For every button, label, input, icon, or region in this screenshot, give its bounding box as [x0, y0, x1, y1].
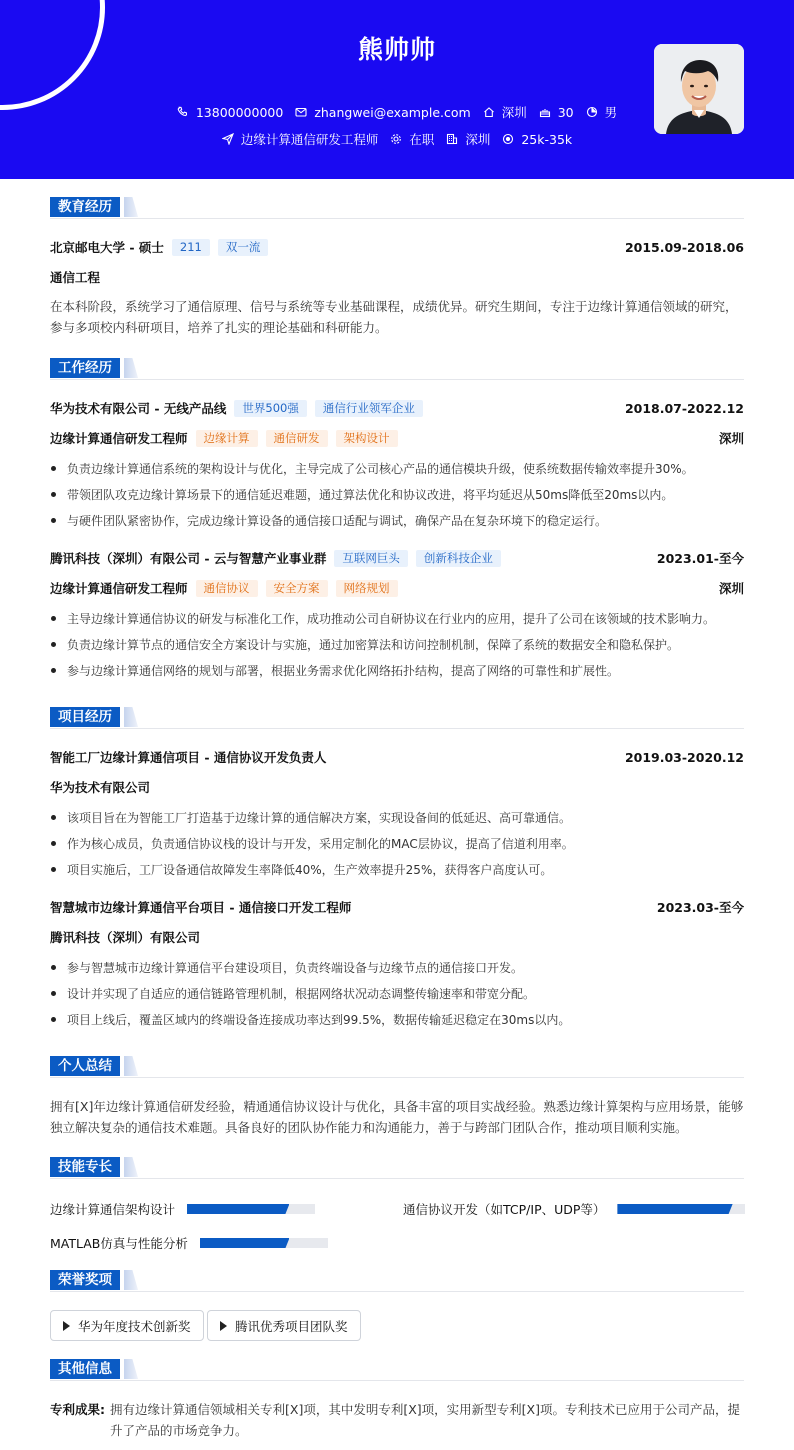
- education-row: [50, 238, 744, 256]
- coin-icon: [502, 133, 514, 145]
- project-company: 腾讯科技（深圳）有限公司: [50, 930, 201, 945]
- skill-name: 通信协议开发（如TCP/IP、UDP等）: [403, 1202, 606, 1217]
- project-company: 华为技术有限公司: [50, 780, 151, 795]
- skill-item: [403, 1200, 745, 1218]
- section-title: 工作经历: [50, 358, 120, 378]
- job-title-info: [222, 130, 379, 148]
- section-education: [50, 197, 744, 219]
- skill-item: [50, 1234, 328, 1252]
- salary-text: 25k-35k: [521, 131, 573, 147]
- section-title: 技能专长: [50, 1157, 120, 1177]
- cake-icon: [539, 106, 551, 118]
- role-tag: 通信研发: [266, 430, 328, 447]
- company-tag: 创新科技企业: [416, 550, 501, 567]
- award-name: 腾讯优秀项目团队奖: [235, 1318, 348, 1334]
- email-icon: [295, 106, 307, 118]
- section-title-tail: [124, 1157, 138, 1177]
- age-text: 30: [557, 104, 574, 120]
- award-item: [207, 1310, 361, 1341]
- project-bullet: 参与智慧城市边缘计算通信平台建设项目，负责终端设备与边缘节点的通信接口开发。: [50, 959, 744, 976]
- role-tag: 架构设计: [336, 430, 398, 447]
- section-title: 荣誉奖项: [50, 1270, 120, 1290]
- gear-icon: [390, 133, 402, 145]
- job-bullet: 参与边缘计算通信网络的规划与部署，根据业务需求优化网络拓扑结构，提高了网络的可靠性和扩展性。: [50, 662, 744, 679]
- play-icon: [63, 1321, 70, 1331]
- role-tag: 边缘计算: [196, 430, 258, 447]
- major-row: [50, 268, 744, 286]
- job-role-row: [50, 579, 744, 597]
- status-info: [390, 130, 434, 148]
- other-text: 拥有边缘计算通信领域相关专利[X]项，其中发明专利[X]项，实用新型专利[X]项。专利技术已应用于公司产品，提升了产品的市场竞争力。: [110, 1402, 740, 1438]
- skill-bar-fill: [200, 1238, 290, 1248]
- job-bullet: 负责边缘计算节点的通信安全方案设计与实施，通过加密算法和访问控制机制，保障了系统的数据安全和隐私保护。: [50, 636, 744, 653]
- other-info-row: [50, 1399, 744, 1441]
- school-tag: 双一流: [218, 239, 269, 256]
- project-bullet: 项目上线后，覆盖区域内的终端设备连接成功率达到99.5%，数据传输延迟稳定在30ms以内。: [50, 1011, 744, 1028]
- phone-info: [177, 103, 283, 121]
- section-summary: [50, 1056, 744, 1078]
- section-skills: [50, 1157, 744, 1179]
- location-info: [483, 103, 527, 121]
- skill-bar: [200, 1238, 328, 1248]
- section-awards: [50, 1270, 744, 1292]
- section-title-tail: [124, 707, 138, 727]
- project-bullet: 项目实施后，工厂设备通信故障发生率降低40%，生产效率提升25%，获得客户高度认可。: [50, 861, 744, 878]
- school-name: 北京邮电大学 - 硕士: [50, 240, 164, 255]
- skill-name: 边缘计算通信架构设计: [50, 1202, 176, 1217]
- gender-info: [586, 103, 618, 121]
- education-description: 在本科阶段，系统学习了通信原理、信号与系统等专业基础课程，成绩优异。研究生期间，专注于边缘计算通信领域的研究，参与多项校内科研项目，培养了扎实的理论基础和科研能力。: [50, 299, 738, 335]
- job-date: 2018.07-2022.12: [624, 400, 744, 416]
- section-title: 项目经历: [50, 707, 120, 727]
- email-address: zhangwei@example.com: [314, 104, 471, 120]
- resume-header: [0, 0, 794, 179]
- phone-number: 13800000000: [195, 104, 284, 120]
- project-bullet: 设计并实现了自适应的通信链路管理机制，根据网络状况动态调整传输速率和带宽分配。: [50, 985, 744, 1002]
- status-text: 在职: [409, 132, 435, 147]
- job-city: 深圳: [718, 581, 744, 596]
- school-tag: 211: [172, 239, 210, 256]
- job-title-text: 边缘计算通信研发工程师: [240, 132, 379, 147]
- section-projects: [50, 707, 744, 729]
- skill-bar-fill: [187, 1204, 289, 1214]
- project-name: 智慧城市边缘计算通信平台项目 - 通信接口开发工程师: [50, 900, 352, 915]
- skill-bar-fill: [617, 1204, 732, 1214]
- section-title: 其他信息: [50, 1359, 120, 1379]
- home-icon: [483, 106, 495, 118]
- award-name: 华为年度技术创新奖: [78, 1318, 191, 1334]
- target-city-info: [446, 130, 490, 148]
- company-tag: 世界500强: [234, 400, 306, 417]
- job-bullet: 负责边缘计算通信系统的架构设计与优化，主导完成了公司核心产品的通信模块升级，使系统数据传输效率提升30%。: [50, 460, 744, 477]
- send-icon: [222, 133, 234, 145]
- summary-text: 拥有[X]年边缘计算通信研发经验，精通通信协议设计与优化，具备丰富的项目实战经验。熟悉边缘计算架构与应用场景，能够独立解决复杂的通信技术难题。具备良好的团队协作能力和沟通能力，善于与跨部门团队合作，推动项目顺利实施。: [50, 1099, 744, 1135]
- role-name: 边缘计算通信研发工程师: [50, 581, 188, 596]
- role-tag: 安全方案: [266, 580, 328, 597]
- company-tag: 互联网巨头: [334, 550, 408, 567]
- section-title: 个人总结: [50, 1056, 120, 1076]
- play-icon: [220, 1321, 227, 1331]
- job-city: 深圳: [718, 431, 744, 446]
- job-bullet: 与硬件团队紧密协作，完成边缘计算设备的通信接口适配与调试，确保产品在复杂环境下的稳定运行。: [50, 512, 744, 529]
- project-bullet: 该项目旨在为智能工厂打造基于边缘计算的通信解决方案，实现设备间的低延迟、高可靠通信。: [50, 809, 744, 826]
- project-date: 2019.03-2020.12: [624, 749, 744, 765]
- skill-item: [50, 1200, 315, 1218]
- gender-icon: [586, 106, 598, 118]
- section-title-tail: [124, 358, 138, 378]
- section-other: [50, 1359, 744, 1381]
- project-row: [50, 898, 744, 916]
- project-company-row: [50, 928, 744, 946]
- role-tag: 网络规划: [336, 580, 398, 597]
- section-title-tail: [124, 197, 138, 217]
- project-date: 2023.03-至今: [656, 900, 744, 915]
- gender-text: 男: [604, 105, 618, 120]
- email-info: [295, 103, 470, 121]
- target-city-text: 深圳: [465, 132, 491, 147]
- phone-icon: [177, 106, 189, 118]
- company-name: 腾讯科技（深圳）有限公司 - 云与智慧产业事业群: [50, 551, 327, 566]
- project-company-row: [50, 778, 744, 796]
- job-bullet: 带领团队攻克边缘计算场景下的通信延迟难题，通过算法优化和协议改进，将平均延迟从50ms降低至20ms以内。: [50, 486, 744, 503]
- role-name: 边缘计算通信研发工程师: [50, 431, 188, 446]
- project-name: 智能工厂边缘计算通信项目 - 通信协议开发负责人: [50, 750, 327, 765]
- location-text: 深圳: [501, 105, 527, 120]
- skill-bar: [617, 1204, 745, 1214]
- section-title: 教育经历: [50, 197, 120, 217]
- skill-bar: [187, 1204, 315, 1214]
- age-info: [539, 103, 574, 121]
- section-title-tail: [124, 1056, 138, 1076]
- avatar: [654, 44, 744, 134]
- job-company-row: [50, 549, 744, 567]
- company-name: 华为技术有限公司 - 无线产品线: [50, 401, 227, 416]
- company-tag: 通信行业领军企业: [315, 400, 423, 417]
- job-date: 2023.01-至今: [656, 551, 744, 566]
- major-name: 通信工程: [50, 270, 101, 285]
- building-icon: [446, 133, 458, 145]
- job-company-row: [50, 399, 744, 417]
- skill-name: MATLAB仿真与性能分析: [50, 1236, 188, 1251]
- section-work: [50, 358, 744, 380]
- job-bullet: 主导边缘计算通信协议的研发与标准化工作，成功推动公司自研协议在行业内的应用，提升了公司在该领域的技术影响力。: [50, 610, 744, 627]
- job-role-row: [50, 429, 744, 447]
- project-row: [50, 748, 744, 766]
- education-date: 2015.09-2018.06: [624, 239, 744, 255]
- salary-info: [502, 130, 572, 148]
- role-tag: 通信协议: [196, 580, 258, 597]
- section-title-tail: [124, 1359, 138, 1379]
- section-title-tail: [124, 1270, 138, 1290]
- award-item: [50, 1310, 204, 1341]
- candidate-name: 熊帅帅: [357, 35, 436, 64]
- project-bullet: 作为核心成员，负责通信协议栈的设计与开发，采用定制化的MAC层协议，提高了信道利用率。: [50, 835, 744, 852]
- other-label: 专利成果:: [50, 1402, 105, 1417]
